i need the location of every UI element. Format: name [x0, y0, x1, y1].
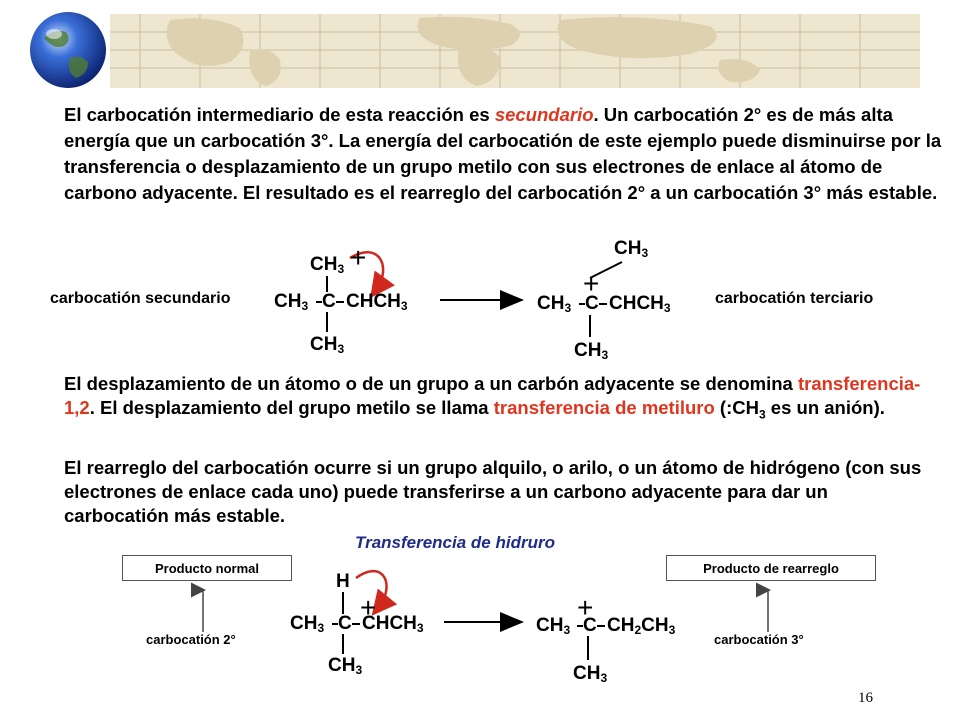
secundario-highlight: secundario	[494, 104, 594, 125]
box-rearranged-product: Producto de rearreglo	[666, 555, 876, 581]
mol1-plus-charge: +	[350, 242, 367, 273]
mol3-plus-charge: +	[360, 592, 377, 623]
rearrangement-paragraph: El rearreglo del carbocatión ocurre si un grupo alquilo, o arilo, o un átomo de hidrógeno (con sus electrones de enlace cada uno) puede transferirse a un carbono adyacente para dar un carbocatión más estable.	[64, 457, 922, 526]
box-normal-product: Producto normal	[122, 555, 292, 581]
page-number: 16	[858, 690, 873, 706]
mol3-left-ch3: $CH_3$	[290, 613, 325, 635]
mol2-center-c: C	[585, 293, 599, 314]
mol2-top-ch3: $CH_3$	[614, 238, 649, 260]
mol1-top-ch3: $CH_3$	[310, 254, 345, 276]
metiluro-highlight: transferencia de metiluro	[493, 397, 715, 418]
label-carbocation-tertiary: carbocatión terciario	[715, 290, 874, 307]
mol2-bottom-ch3: $CH_3$	[574, 340, 609, 362]
mol1-left-ch3: $CH_3$	[274, 291, 309, 313]
intro-paragraph: El carbocatión intermediario de esta reacción es secundario. Un carbocatión 2° es de más alta energía que un carbocatión 3°. La energía del carbocatión de este ejemplo puede disminuirse por la transferencia o desplazamiento de un grupo metilo con sus electrones de enlace al átomo de carbono adyacente. El resultado es el rearreglo del carbocatión 2° a un carbocatión 3° más estable.	[64, 104, 942, 203]
mol3-chch3: $CHCH_3$	[362, 613, 424, 635]
mol1-bottom-ch3: $CH_3$	[310, 334, 345, 356]
mol1-center-c: C	[322, 291, 336, 312]
label-carbocation-secondary: carbocatión secundario	[50, 290, 231, 307]
mol4-bottom-ch3: $CH_3$	[573, 663, 608, 685]
mol3-center-c: C	[338, 613, 352, 634]
mol4-left-ch3: $CH_3$	[536, 615, 571, 637]
mol3-top-h: H	[336, 571, 350, 592]
label-carbocation-3: carbocatión 3°	[714, 632, 804, 647]
mol1-chch3: $CHCH_3$	[346, 291, 408, 313]
label-carbocation-2: carbocatión 2°	[146, 632, 236, 647]
mol2-plus-charge: +	[583, 268, 600, 299]
mol2-left-ch3: $CH_3$	[537, 293, 572, 315]
transfer-paragraph: El desplazamiento de un átomo o de un grupo a un carbón adyacente se denomina transferencia-1,2. El desplazamiento del grupo metilo se llama transferencia de metiluro ($:CH_3$ es un anión).	[64, 373, 921, 422]
transferencia-12-highlight: transferencia-1,2	[64, 373, 921, 418]
mol4-ch2ch3: $CH_2CH_3$	[607, 615, 676, 637]
mol4-plus-charge: +	[577, 592, 594, 623]
mol4-center-c: C	[583, 615, 597, 636]
mol3-bottom-ch3: $CH_3$	[328, 655, 363, 677]
mol2-chch3: $CHCH_3$	[609, 293, 671, 315]
hydride-transfer-title: Transferencia de hidruro	[355, 533, 555, 552]
